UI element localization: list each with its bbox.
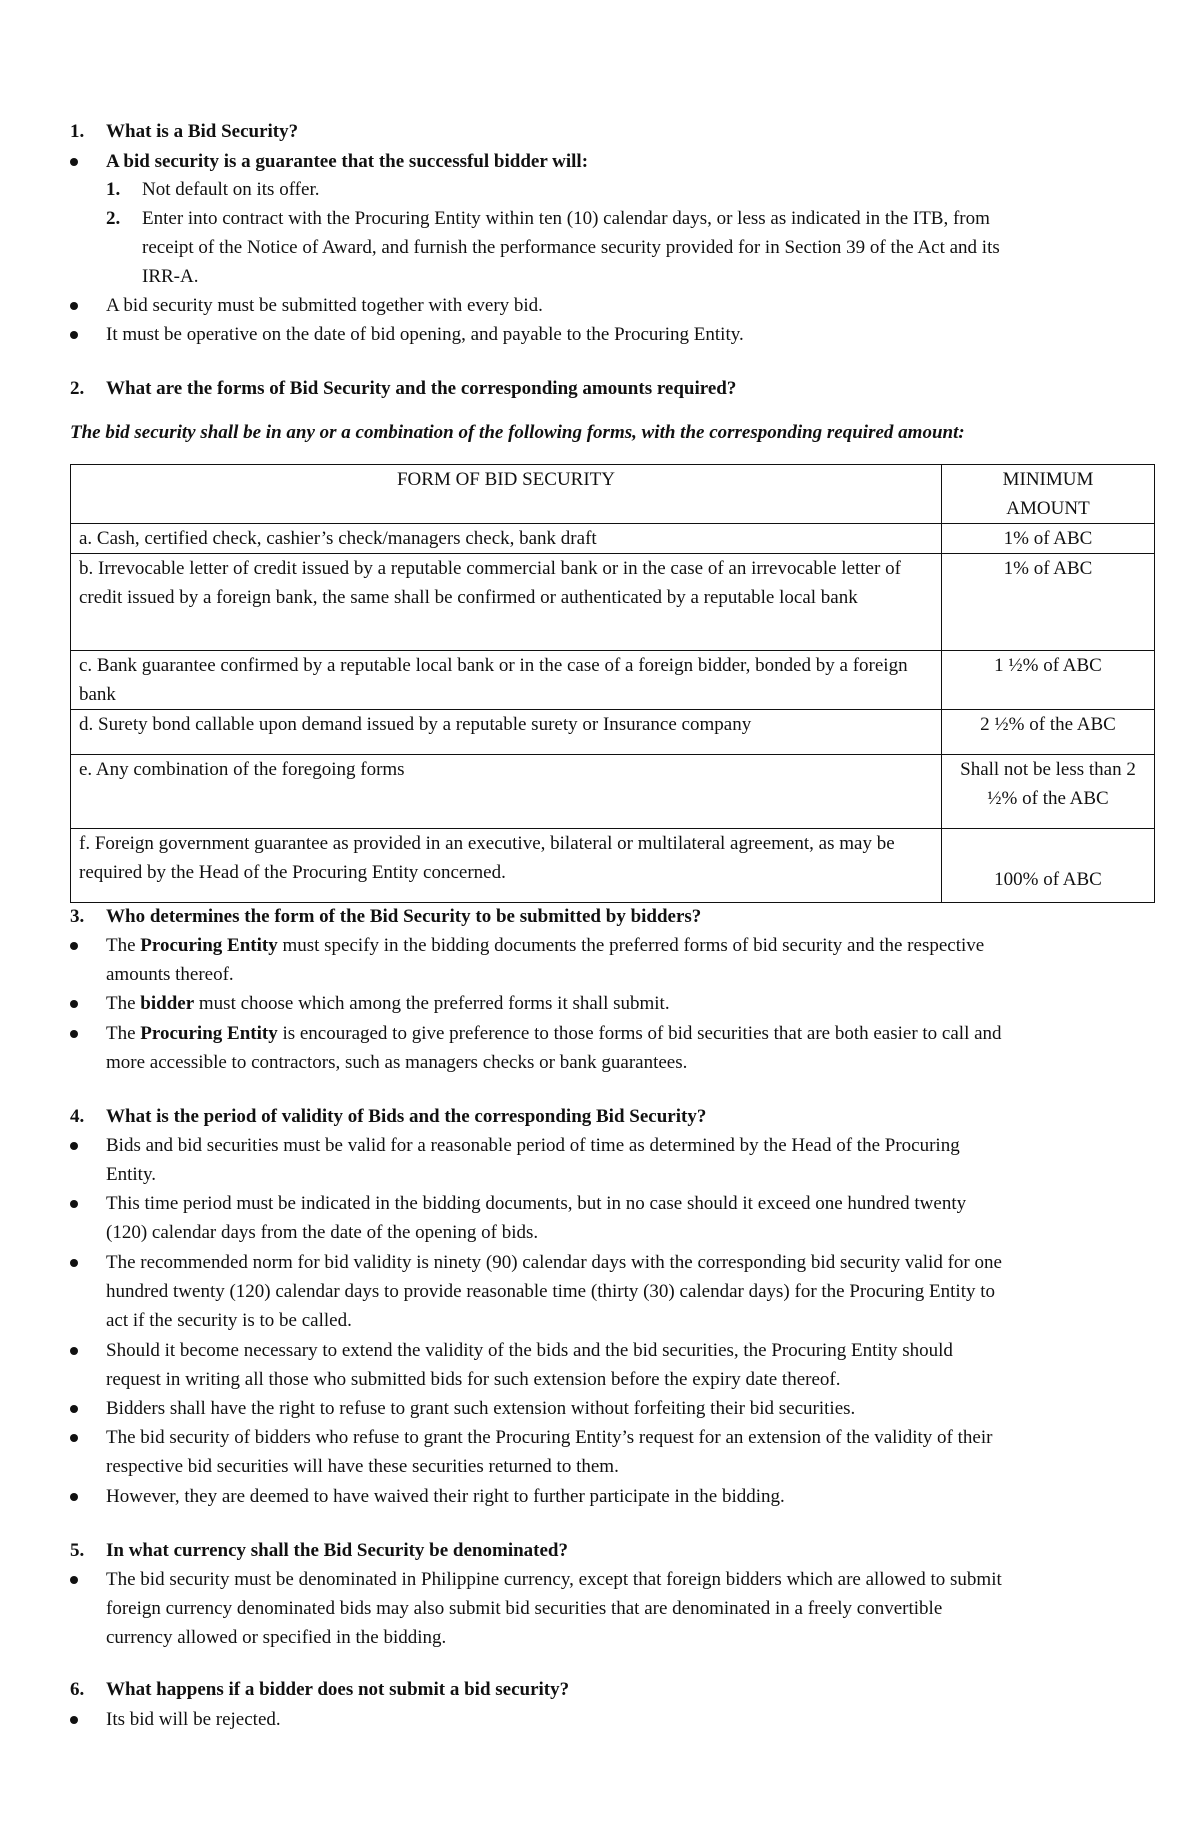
table-row: [71, 710, 1155, 755]
q1-bullet-2: It must be operative on the date of bid opening, and payable to the Procuring Entity.: [106, 324, 744, 345]
bullet-icon: [70, 1405, 78, 1413]
table-row: [71, 524, 1155, 554]
q1-lead: A bid security is a guarantee that the successful bidder will:: [106, 151, 589, 172]
q4-heading: [70, 1102, 706, 1131]
bullet-icon: [70, 1493, 78, 1501]
amount-cell: 1 ½% of ABC: [942, 651, 1155, 710]
form-cell: e. Any combination of the foregoing forms: [71, 755, 942, 829]
bullet-icon: [70, 1576, 78, 1584]
q4-line: The bid security of bidders who refuse to grant the Procuring Entity’s request for an extension of the validity of their: [106, 1427, 993, 1448]
q5-heading: [70, 1536, 568, 1565]
q6-bullet: Its bid will be rejected.: [106, 1709, 281, 1730]
q3-number: 3.: [70, 906, 85, 927]
q1-subitem-1: 1. Not default on its offer.: [106, 179, 320, 200]
amount-cell: 1% of ABC: [942, 554, 1155, 651]
bullet-icon: [70, 331, 78, 339]
table-row: [71, 651, 1155, 710]
q6-number: 6.: [70, 1679, 85, 1700]
q1-subitem-2-line2: receipt of the Notice of Award, and furnish the performance security provided for in Section 39 of the Act and its: [142, 237, 1000, 258]
q4-number: 4.: [70, 1106, 85, 1127]
q6-title: What happens if a bidder does not submit a bid security?: [106, 1679, 570, 1700]
q4-line: However, they are deemed to have waived their right to further participate in the bidding.: [106, 1486, 785, 1507]
q4-line: Should it become necessary to extend the validity of the bids and the bid securities, the Procuring Entity should: [106, 1340, 953, 1361]
bullet-icon: [70, 1030, 78, 1038]
q3-heading: [70, 902, 701, 931]
bullet-icon: [70, 1200, 78, 1208]
q4-line: This time period must be indicated in the bidding documents, but in no case should it exceed one hundred twenty: [106, 1193, 967, 1214]
q3-bullet-2: The bidder must choose which among the preferred forms it shall submit.: [106, 993, 670, 1014]
q1-heading: [70, 117, 298, 146]
q4-line: request in writing all those who submitted bids for such extension before the expiry date thereof.: [106, 1369, 841, 1390]
q5-line: currency allowed or specified in the bidding.: [106, 1627, 447, 1648]
q4-line: Bidders shall have the right to refuse to grant such extension without forfeiting their bid securities.: [106, 1398, 856, 1419]
bullet-icon: [70, 302, 78, 310]
table-row: [71, 554, 1155, 651]
q3-title: Who determines the form of the Bid Security to be submitted by bidders?: [106, 906, 702, 927]
bullet-icon: [70, 942, 78, 950]
column-header-form: FORM OF BID SECURITY: [71, 465, 942, 524]
q5-title: In what currency shall the Bid Security be denominated?: [106, 1540, 569, 1561]
amount-cell: Shall not be less than 2 ½% of the ABC: [942, 755, 1155, 829]
table-header-row: [71, 465, 1155, 524]
amount-cell: 100% of ABC: [942, 829, 1155, 903]
amount-cell: 1% of ABC: [942, 524, 1155, 554]
q2-heading: [70, 374, 736, 403]
form-cell: a. Cash, certified check, cashier’s check/managers check, bank draft: [71, 524, 942, 554]
q5-number: 5.: [70, 1540, 85, 1561]
column-header-amount: MINIMUM AMOUNT: [942, 465, 1155, 524]
form-cell: b. Irrevocable letter of credit issued by a reputable commercial bank or in the case of an irrevocable letter of credit issued by a foreign bank, the same shall be confirmed or authenticated by a reputable local bank: [71, 554, 942, 651]
q2-title: What are the forms of Bid Security and the corresponding amounts required?: [106, 378, 737, 399]
q3-bullet-3: The Procuring Entity is encouraged to give preference to those forms of bid securities that are both easier to call and: [106, 1023, 1002, 1044]
bullet-icon: [70, 158, 78, 166]
bullet-icon: [70, 1434, 78, 1442]
q2-intro: The bid security shall be in any or a combination of the following forms, with the corresponding required amount:: [70, 422, 965, 443]
q5-line: The bid security must be denominated in Philippine currency, except that foreign bidders which are allowed to submit: [106, 1569, 1002, 1590]
form-cell: d. Surety bond callable upon demand issued by a reputable surety or Insurance company: [71, 710, 942, 755]
q1-title: What is a Bid Security?: [106, 121, 299, 142]
q3-bullet-1: The Procuring Entity must specify in the bidding documents the preferred forms of bid security and the respective: [106, 935, 985, 956]
q3-bullet-1-line2: amounts thereof.: [106, 964, 234, 985]
table-row: [71, 829, 1155, 903]
q4-title: What is the period of validity of Bids and the corresponding Bid Security?: [106, 1106, 707, 1127]
q4-line: hundred twenty (120) calendar days to provide reasonable time (thirty (30) calendar days) for the Procuring Entity to: [106, 1281, 996, 1302]
bullet-icon: [70, 1142, 78, 1150]
q1-subitem-2: 2. Enter into contract with the Procuring Entity within ten (10) calendar days, or less as indicated in the ITB, from: [106, 208, 990, 229]
table-row: [71, 755, 1155, 829]
q1-bullet-1: A bid security must be submitted together with every bid.: [106, 295, 543, 316]
q4-line: (120) calendar days from the date of the opening of bids.: [106, 1222, 539, 1243]
q4-line: respective bid securities will have these securities returned to them.: [106, 1456, 619, 1477]
q4-line: Bids and bid securities must be valid for a reasonable period of time as determined by the Head of the Procuring: [106, 1135, 960, 1156]
q5-line: foreign currency denominated bids may also submit bid securities that are denominated in a freely convertible: [106, 1598, 943, 1619]
amount-cell: 2 ½% of the ABC: [942, 710, 1155, 755]
q4-line: Entity.: [106, 1164, 156, 1185]
q3-bullet-3-line2: more accessible to contractors, such as managers checks or bank guarantees.: [106, 1052, 688, 1073]
q4-line: act if the security is to be called.: [106, 1310, 352, 1331]
q6-heading: [70, 1675, 569, 1704]
bullet-icon: [70, 1716, 78, 1724]
bid-security-table: [70, 464, 1155, 903]
q1-number: 1.: [70, 121, 85, 142]
q2-number: 2.: [70, 378, 85, 399]
form-cell: c. Bank guarantee confirmed by a reputable local bank or in the case of a foreign bidder, bonded by a foreign bank: [71, 651, 942, 710]
bullet-icon: [70, 1347, 78, 1355]
form-cell: f. Foreign government guarantee as provided in an executive, bilateral or multilateral agreement, as may be required by the Head of the Procuring Entity concerned.: [71, 829, 942, 903]
q4-line: The recommended norm for bid validity is ninety (90) calendar days with the corresponding bid security valid for one: [106, 1252, 1002, 1273]
bullet-icon: [70, 1000, 78, 1008]
q1-subitem-2-line3: IRR-A.: [142, 266, 199, 287]
bullet-icon: [70, 1259, 78, 1267]
